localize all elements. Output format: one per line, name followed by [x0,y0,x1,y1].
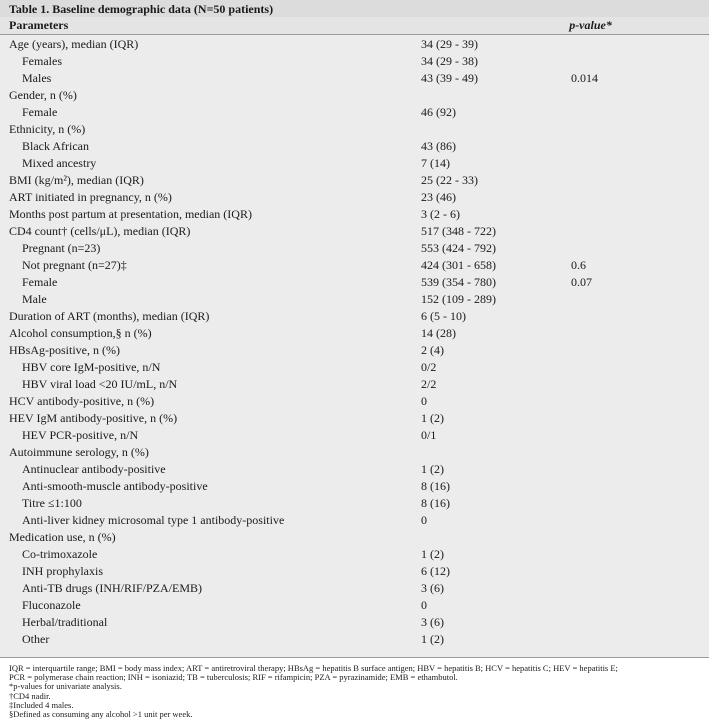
table-row [0,53,709,70]
header-value [420,17,569,34]
row-p-value [571,121,709,138]
row-value: 2 (4) [421,343,444,357]
row-parameter: Male [22,292,47,306]
table-row [0,478,709,495]
row-p-value: 0.014 [571,71,598,85]
row-p-value [571,206,709,223]
row-value: 46 (92) [421,105,456,119]
row-parameter: Duration of ART (months), median (IQR) [9,309,210,323]
row-value: 1 (2) [421,411,444,425]
row-p-value [571,631,709,648]
row-value: 25 (22 - 33) [421,173,478,187]
table-row [0,342,709,359]
table-row [0,410,709,427]
table-row [0,614,709,631]
table-row [0,206,709,223]
footnote-line: PCR = polymerase chain reaction; INH = isoniazid; TB = tuberculosis; RIF = rifampicin; PZA = pyrazinamide; EMB = ethambutol. [9,672,458,683]
table-row [0,546,709,563]
row-value: 6 (5 - 10) [421,309,466,323]
row-p-value [571,410,709,427]
table-row [0,36,709,53]
table-row [0,563,709,580]
table-row [0,240,709,257]
footnote-line: IQR = interquartile range; BMI = body mass index; ART = antiretroviral therapy; HBsAg = hepatitis B surface antigen; HBV = hepatitis B; HCV = hepatitis C; HEV = hepatitis E; [9,663,618,673]
row-p-value [571,444,709,461]
table-row [0,257,709,274]
row-p-value [571,36,709,53]
row-parameter: Medication use, n (%) [9,530,116,544]
row-p-value [571,580,709,597]
row-parameter: Not pregnant (n=27)‡ [22,258,127,272]
table-row [0,189,709,206]
row-value: 8 (16) [421,496,450,510]
table-row [0,444,709,461]
table-row [0,512,709,529]
row-parameter: Ethnicity, n (%) [9,122,86,136]
row-p-value [571,53,709,70]
row-value: 424 (301 - 658) [421,258,496,272]
row-p-value [571,512,709,529]
row-value: 8 (16) [421,479,450,493]
row-value: 1 (2) [421,462,444,476]
table-row [0,631,709,648]
table-row [0,291,709,308]
row-parameter: Females [22,54,62,68]
table-row [0,223,709,240]
row-parameter: ART initiated in pregnancy, n (%) [9,190,172,204]
row-p-value [571,308,709,325]
table-row [0,138,709,155]
row-p-value [571,138,709,155]
row-value: 43 (86) [421,139,456,153]
table-row [0,274,709,291]
table-row [0,495,709,512]
row-p-value [571,223,709,240]
table-row [0,172,709,189]
row-value: 0/1 [421,428,437,442]
row-value: 3 (6) [421,581,444,595]
row-parameter: Female [22,105,58,119]
table-row [0,580,709,597]
table-row [0,461,709,478]
row-p-value [571,495,709,512]
row-p-value [571,325,709,342]
row-value [421,87,571,104]
table-row [0,70,709,87]
row-value: 517 (348 - 722) [421,224,496,238]
table-row [0,597,709,614]
row-value: 152 (109 - 289) [421,292,496,306]
row-p-value [571,614,709,631]
table-body [0,35,709,658]
row-p-value: 0.07 [571,275,592,289]
row-parameter: Black African [22,139,89,153]
table-row [0,427,709,444]
row-parameter: HEV PCR-positive, n/N [22,428,139,442]
table-row [0,376,709,393]
row-value: 3 (6) [421,615,444,629]
table-header-row [0,17,709,35]
row-p-value [571,155,709,172]
header-parameters: Parameters [9,18,69,32]
row-parameter: Herbal/traditional [22,615,108,629]
footnote-line: ‡Included 4 males. [9,699,74,710]
table-row [0,529,709,546]
row-value: 0/2 [421,360,437,374]
row-p-value [571,478,709,495]
row-value [421,121,571,138]
row-p-value [571,529,709,546]
row-parameter: Other [22,632,50,646]
row-p-value [571,427,709,444]
row-p-value [571,546,709,563]
row-value [421,529,571,546]
row-parameter: Mixed ancestry [22,156,97,170]
row-value: 539 (354 - 780) [421,275,496,289]
row-parameter: HBV core IgM-positive, n/N [22,360,161,374]
row-parameter: Alcohol consumption,§ n (%) [9,326,152,340]
table-row [0,325,709,342]
row-p-value [571,563,709,580]
row-value: 3 (2 - 6) [421,207,460,221]
row-p-value [571,393,709,410]
table-row [0,393,709,410]
row-p-value [571,104,709,121]
row-parameter: INH prophylaxis [22,564,103,578]
row-parameter: Months post partum at presentation, median (IQR) [9,207,252,221]
table-row [0,104,709,121]
table-title: Table 1. Baseline demographic data (N=50 patients) [0,0,709,17]
row-value: 0 [421,598,427,612]
row-parameter: CD4 count† (cells/μL), median (IQR) [9,224,191,238]
header-p-value: p-value* [569,18,612,32]
row-parameter: Fluconazole [22,598,81,612]
table-row [0,308,709,325]
row-parameter: Anti-liver kidney microsomal type 1 antibody-positive [22,513,285,527]
row-parameter: BMI (kg/m²), median (IQR) [9,173,144,187]
row-p-value [571,87,709,104]
row-parameter: Titre ≤1:100 [22,496,82,510]
row-p-value [571,461,709,478]
row-parameter: Autoimmune serology, n (%) [9,445,149,459]
row-p-value [571,172,709,189]
row-parameter: Anti-TB drugs (INH/RIF/PZA/EMB) [22,581,202,595]
footnote-line: *p-values for univariate analysis. [9,681,122,692]
row-value: 1 (2) [421,547,444,561]
table-row [0,359,709,376]
footnote-line: §Defined as consuming any alcohol >1 unit per week. [9,709,193,720]
row-p-value [571,291,709,308]
row-value: 1 (2) [421,632,444,646]
row-value: 23 (46) [421,190,456,204]
row-p-value [571,189,709,206]
row-parameter: HBsAg-positive, n (%) [9,343,120,357]
row-p-value [571,240,709,257]
row-value: 43 (39 - 49) [421,71,478,85]
table-row [0,87,709,104]
row-value: 14 (28) [421,326,456,340]
table-row [0,121,709,138]
row-value: 0 [421,513,427,527]
row-p-value: 0.6 [571,258,586,272]
row-parameter: Anti-smooth-muscle antibody-positive [22,479,208,493]
row-parameter: Males [22,71,52,85]
row-value: 34 (29 - 38) [421,54,478,68]
footnote-line: †CD4 nadir. [9,690,51,701]
table-row [0,155,709,172]
row-p-value [571,342,709,359]
row-p-value [571,597,709,614]
row-value: 7 (14) [421,156,450,170]
row-value: 34 (29 - 39) [421,37,478,51]
row-parameter: HEV IgM antibody-positive, n (%) [9,411,178,425]
row-p-value [571,376,709,393]
row-parameter: Antinuclear antibody-positive [22,462,166,476]
row-parameter: Age (years), median (IQR) [9,37,139,51]
row-p-value [571,359,709,376]
row-value: 2/2 [421,377,437,391]
row-parameter: HCV antibody-positive, n (%) [9,394,155,408]
row-parameter: Pregnant (n=23) [22,241,101,255]
row-value: 6 (12) [421,564,450,578]
row-parameter: Co-trimoxazole [22,547,98,561]
row-parameter: HBV viral load <20 IU/mL, n/N [22,377,178,391]
row-value: 0 [421,394,427,408]
row-value: 553 (424 - 792) [421,241,496,255]
row-value [421,444,571,461]
table-footnotes [0,658,709,719]
row-parameter: Female [22,275,58,289]
row-parameter: Gender, n (%) [9,88,77,102]
